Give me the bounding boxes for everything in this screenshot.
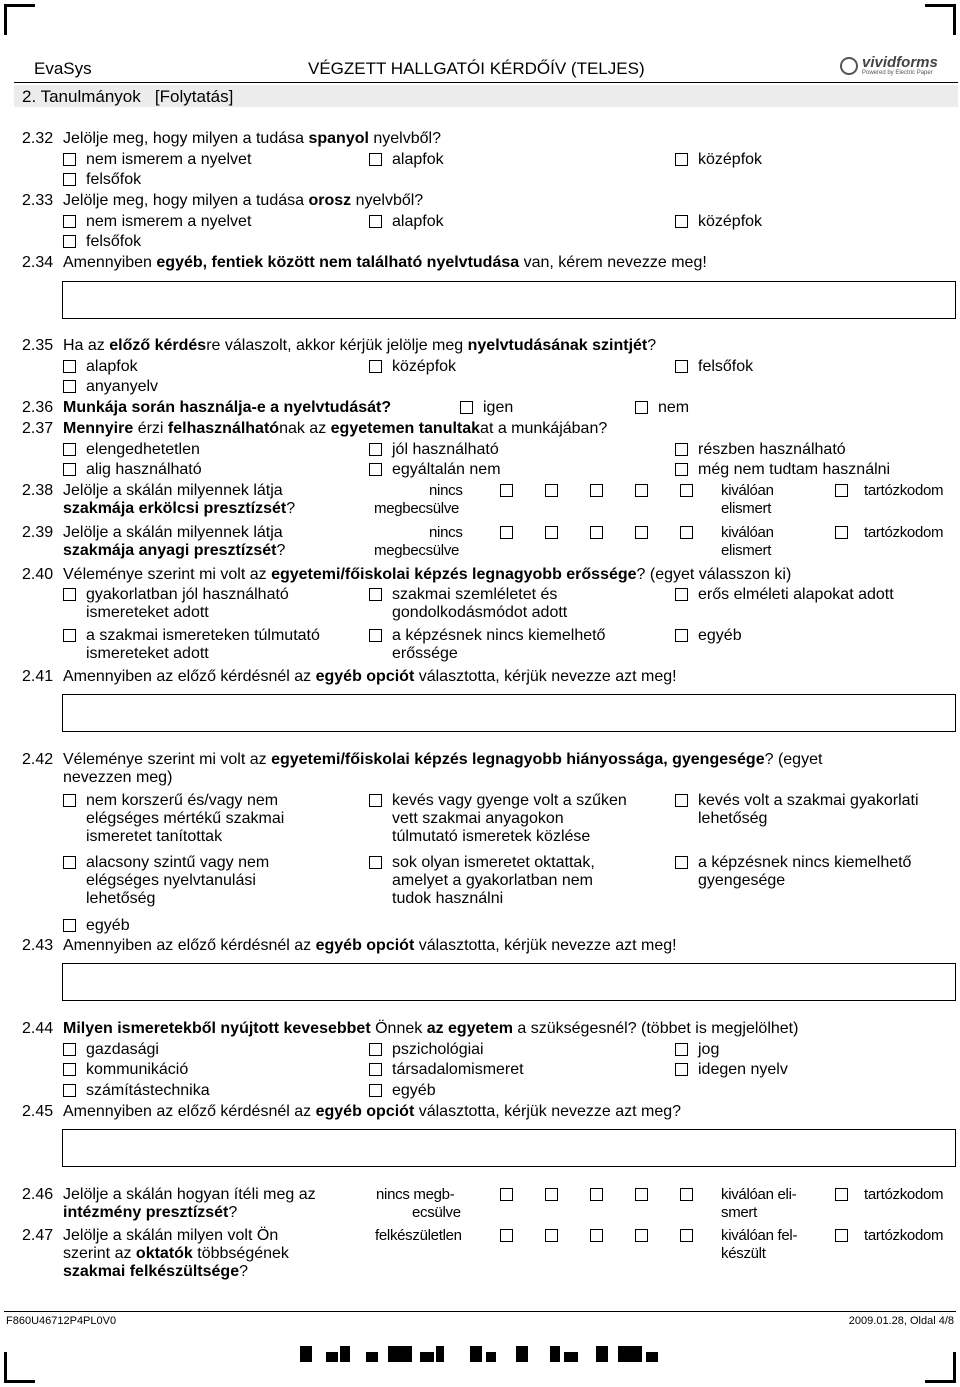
q232-number: 2.32: [22, 130, 54, 147]
corner-mark-top-left: [4, 4, 35, 35]
q245-text-bold: egyéb opciót: [315, 1103, 415, 1120]
q238-line-2: [63, 500, 295, 518]
q237-checkbox-6[interactable]: [675, 463, 688, 476]
q245-text-b: választotta, kérjük nevezze azt meg?: [414, 1103, 682, 1120]
q235-question: [63, 337, 656, 355]
q232-text-a: Jelölje meg, hogy milyen a tudása: [63, 130, 309, 147]
q239-right-label-1: kiválóan: [721, 524, 774, 541]
q242-checkbox-2[interactable]: [369, 794, 382, 807]
q233-question: [63, 192, 423, 210]
q244-text-a: Önnek: [370, 1020, 427, 1037]
q242-checkbox-5[interactable]: [369, 856, 382, 869]
q242-option-5a: sok olyan ismeretet oktattak,: [392, 854, 595, 871]
q241-number: 2.41: [22, 668, 54, 685]
q232-option-2: alapfok: [392, 151, 444, 168]
q244-checkbox-6[interactable]: [675, 1063, 688, 1076]
q238-line-1: Jelölje a skálán milyennek látja: [63, 482, 283, 499]
barcode-bar: [516, 1346, 528, 1362]
q242-option-3a: kevés volt a szakmai gyakorlati: [698, 792, 919, 809]
corner-mark-top-right: [925, 4, 956, 35]
q234-text-bold: egyéb, fentiek között nem található nyelvtudása: [156, 254, 520, 271]
q244-text-bold-b: az egyetem: [426, 1020, 513, 1037]
q235-text-c: ?: [647, 337, 657, 354]
q247-text-b: többségének: [192, 1245, 289, 1262]
q244-checkbox-8[interactable]: [369, 1084, 382, 1097]
barcode-bar: [618, 1346, 642, 1362]
q232-option-3: középfok: [698, 151, 763, 168]
q247-abstain-checkbox[interactable]: [835, 1229, 848, 1242]
q242-option-4b: elégséges nyelvtanulási: [86, 872, 256, 889]
q244-checkbox-7[interactable]: [63, 1084, 76, 1097]
q235-text-b: re válaszolt, akkor kérjük jelölje meg: [206, 337, 468, 354]
logo-text: vividforms: [862, 54, 938, 71]
q239-line-2: [63, 542, 285, 560]
q240-checkbox-1[interactable]: [63, 588, 76, 601]
q243-text-input[interactable]: [62, 963, 956, 1001]
q240-option-5b: erőssége: [392, 645, 458, 662]
q232-checkbox-3[interactable]: [675, 153, 688, 166]
q240-checkbox-5[interactable]: [369, 629, 382, 642]
q244-option-6: idegen nyelv: [698, 1061, 788, 1078]
barcode-bar: [366, 1352, 378, 1362]
q244-text-bold-a: Milyen ismeretekből nyújtott kevesebbet: [63, 1020, 371, 1037]
q233-checkbox-2[interactable]: [369, 215, 382, 228]
q237-text-bold-a: Mennyire: [63, 420, 134, 437]
q246-left-label-1: nincs megb-: [376, 1186, 455, 1203]
q243-text-b: választotta, kérjük nevezze azt meg!: [414, 937, 677, 954]
q234-question: [63, 254, 707, 272]
q233-number: 2.33: [22, 192, 54, 209]
q244-number: 2.44: [22, 1020, 54, 1037]
q236-text: Munkája során használja-e a nyelvtudását?: [63, 399, 392, 416]
corner-mark-bottom-right: [925, 1352, 956, 1383]
q239-left-label-1: nincs: [429, 524, 463, 541]
barcode-bar: [564, 1352, 578, 1362]
q242-option-1a: nem korszerű és/vagy nem: [86, 792, 279, 809]
q246-left-label-2: ecsülve: [412, 1204, 461, 1221]
q237-checkbox-2[interactable]: [369, 443, 382, 456]
q247-text-bold-b: szakmai felkészültsége: [63, 1263, 240, 1280]
q247-scale-5[interactable]: [680, 1229, 693, 1242]
q240-text-a: Véleménye szerint mi volt az: [63, 566, 272, 583]
q238-left-label-1: nincs: [429, 482, 463, 499]
q240-text-b: ? (egyet válasszon ki): [636, 566, 792, 583]
q242-option-2c: túlmutató ismeretek közlése: [392, 828, 591, 845]
barcode-bar: [596, 1346, 608, 1362]
q246-line-2: [63, 1204, 237, 1222]
q245-text-a: Amennyiben az előző kérdésnél az: [63, 1103, 316, 1120]
q237-checkbox-1[interactable]: [63, 443, 76, 456]
q240-option-5a: a képzésnek nincs kiemelhető: [392, 627, 606, 644]
q240-option-6a: egyéb: [698, 627, 742, 644]
q247-abstain-label: tartózkodom: [864, 1227, 944, 1244]
q233-text-bold: orosz: [308, 192, 352, 209]
barcode-bar: [340, 1346, 350, 1362]
q246-scale-4[interactable]: [635, 1188, 648, 1201]
q233-option-3: középfok: [698, 213, 763, 230]
q241-question: [63, 668, 677, 686]
q240-checkbox-4[interactable]: [63, 629, 76, 642]
q235-text-a: Ha az: [63, 337, 110, 354]
q236-option-2: nem: [658, 399, 690, 416]
q236-option-1: igen: [483, 399, 514, 416]
q243-text-a: Amennyiben az előző kérdésnél az: [63, 937, 316, 954]
barcode-bar: [388, 1346, 412, 1362]
q235-text-bold-b: nyelvtudásának szintjét: [467, 337, 648, 354]
q244-option-2: pszichológiai: [392, 1041, 484, 1058]
q235-text-bold-a: előző kérdés: [109, 337, 207, 354]
q232-question: [63, 130, 441, 148]
q244-option-4: kommunikáció: [86, 1061, 189, 1078]
q233-option-1: nem ismerem a nyelvet: [86, 213, 252, 230]
q244-question: [63, 1020, 798, 1038]
q245-text-input[interactable]: [62, 1129, 956, 1167]
q239-scale-3[interactable]: [590, 526, 603, 539]
q237-option-5: egyáltalán nem: [392, 461, 501, 478]
q244-option-8: egyéb: [392, 1082, 436, 1099]
q240-option-1a: gyakorlatban jól használható: [86, 586, 289, 603]
q242-text-b: ? (egyet: [764, 751, 823, 768]
corner-mark-bottom-left: [4, 1352, 35, 1383]
q243-number: 2.43: [22, 937, 54, 954]
q239-scale-2[interactable]: [545, 526, 558, 539]
q241-text-a: Amennyiben az előző kérdésnél az: [63, 668, 316, 685]
q240-number: 2.40: [22, 566, 54, 583]
q232-checkbox-4[interactable]: [63, 173, 76, 186]
q240-checkbox-2[interactable]: [369, 588, 382, 601]
q233-checkbox-4[interactable]: [63, 235, 76, 248]
q238-scale-5[interactable]: [680, 484, 693, 497]
q238-left-label-2: megbecsülve: [374, 500, 460, 517]
q247-line-2: [63, 1245, 289, 1263]
q247-text-a: szerint az: [63, 1245, 136, 1262]
q235-option-4: anyanyelv: [86, 378, 159, 395]
q246-scale-2[interactable]: [545, 1188, 558, 1201]
q242-option-4a: alacsony szintű vagy nem: [86, 854, 270, 871]
barcode-bar: [486, 1352, 496, 1362]
q238-abstain-checkbox[interactable]: [835, 484, 848, 497]
q234-text-b: van, kérem nevezze meg!: [519, 254, 707, 271]
q242-text-a: Véleménye szerint mi volt az: [63, 751, 272, 768]
q234-number: 2.34: [22, 254, 54, 271]
q247-number: 2.47: [22, 1227, 54, 1244]
q247-right-label-2: készült: [721, 1245, 766, 1262]
q246-scale-5[interactable]: [680, 1188, 693, 1201]
footer-form-id: F860U46712P4PL0V0: [6, 1315, 117, 1327]
q242-question-line-2: nevezzen meg): [63, 769, 173, 786]
q244-checkbox-5[interactable]: [369, 1063, 382, 1076]
barcode-bar: [326, 1352, 338, 1362]
q244-checkbox-4[interactable]: [63, 1063, 76, 1076]
q236-checkbox-1[interactable]: [460, 401, 473, 414]
q246-text-end: ?: [228, 1204, 238, 1221]
q233-option-4: felsőfok: [86, 233, 142, 250]
q242-option-7a: egyéb: [86, 917, 130, 934]
q238-abstain-label: tartózkodom: [864, 482, 944, 499]
q233-text-a: Jelölje meg, hogy milyen a tudása: [63, 192, 309, 209]
q237-text-c: at a munkájában?: [480, 420, 608, 437]
q240-text-bold: egyetemi/főiskolai képzés legnagyobb erőssége: [271, 566, 637, 583]
q233-checkbox-3[interactable]: [675, 215, 688, 228]
q242-checkbox-6[interactable]: [675, 856, 688, 869]
barcode: [300, 1346, 660, 1362]
q236-checkbox-2[interactable]: [635, 401, 648, 414]
q241-text-b: választotta, kérjük nevezze azt meg!: [414, 668, 677, 685]
q237-text-bold-c: egyetemen tanultak: [330, 420, 481, 437]
q237-checkbox-3[interactable]: [675, 443, 688, 456]
q246-scale-1[interactable]: [500, 1188, 513, 1201]
header-rule: [14, 82, 958, 83]
q239-left-label-2: megbecsülve: [374, 542, 460, 559]
q242-text-bold: egyetemi/főiskolai képzés legnagyobb hiányossága, gyengesége: [271, 751, 765, 768]
q245-number: 2.45: [22, 1103, 54, 1120]
q237-number: 2.37: [22, 420, 54, 437]
q234-text-a: Amennyiben: [63, 254, 157, 271]
q247-scale-2[interactable]: [545, 1229, 558, 1242]
section-title: 2. Tanulmányok [Folytatás]: [22, 87, 234, 106]
form-title: VÉGZETT HALLGATÓI KÉRDŐÍV (TELJES): [308, 59, 645, 78]
q246-line-1: Jelölje a skálán hogyan ítéli meg az: [63, 1186, 316, 1203]
q240-option-2a: szakmai szemléletet és: [392, 586, 558, 603]
q238-right-label-2: elismert: [721, 500, 772, 517]
q240-question: [63, 566, 791, 584]
q238-scale-3[interactable]: [590, 484, 603, 497]
q246-text-bold: intézmény presztízsét: [63, 1204, 229, 1221]
q242-checkbox-7[interactable]: [63, 919, 76, 932]
q242-option-2b: vett szakmai anyagokon: [392, 810, 564, 827]
q232-text-b: nyelvből?: [368, 130, 441, 147]
q242-option-2a: kevés vagy gyenge volt a szűken: [392, 792, 627, 809]
q247-left-label-1: felkészületlen: [375, 1227, 462, 1244]
q232-text-bold: spanyol: [308, 130, 369, 147]
q242-option-5b: amelyet a gyakorlatban nem: [392, 872, 593, 889]
q233-option-2: alapfok: [392, 213, 444, 230]
vividforms-logo: [838, 54, 954, 80]
q239-abstain-checkbox[interactable]: [835, 526, 848, 539]
q239-scale-1[interactable]: [500, 526, 513, 539]
q240-option-3a: erős elméleti alapokat adott: [698, 586, 894, 603]
q237-option-3: részben használható: [698, 441, 846, 458]
q238-scale-1[interactable]: [500, 484, 513, 497]
q244-checkbox-3[interactable]: [675, 1043, 688, 1056]
q247-scale-4[interactable]: [635, 1229, 648, 1242]
q246-abstain-checkbox[interactable]: [835, 1188, 848, 1201]
q236-question: [63, 399, 391, 417]
footer-page-info: 2009.01.28, Oldal 4/8: [848, 1315, 954, 1327]
q238-number: 2.38: [22, 482, 54, 499]
q232-checkbox-2[interactable]: [369, 153, 382, 166]
barcode-bar: [436, 1346, 444, 1362]
q239-text-bold: szakmája anyagi presztízsét: [63, 542, 277, 559]
q242-option-6b: gyengesége: [698, 872, 786, 889]
q247-text-bold-a: oktatók: [135, 1245, 193, 1262]
q242-option-5c: tudok használni: [392, 890, 504, 907]
q247-scale-1[interactable]: [500, 1229, 513, 1242]
q247-text-end: ?: [239, 1263, 248, 1280]
q232-checkbox-1[interactable]: [63, 153, 76, 166]
q241-text-input[interactable]: [62, 694, 956, 732]
logo-mark-icon: [840, 57, 858, 75]
q237-checkbox-5[interactable]: [369, 463, 382, 476]
q237-option-2: jól használható: [392, 441, 499, 458]
barcode-bar: [470, 1346, 482, 1362]
q239-abstain-label: tartózkodom: [864, 524, 944, 541]
q234-text-input[interactable]: [62, 281, 956, 319]
q233-text-b: nyelvből?: [351, 192, 424, 209]
q239-text-end: ?: [276, 542, 286, 559]
q237-checkbox-4[interactable]: [63, 463, 76, 476]
q235-checkbox-2[interactable]: [369, 360, 382, 373]
q237-option-6: még nem tudtam használni: [698, 461, 891, 478]
q247-scale-3[interactable]: [590, 1229, 603, 1242]
q241-text-bold: egyéb opciót: [315, 668, 415, 685]
q237-option-1: elengedhetetlen: [86, 441, 200, 458]
q242-question: [63, 751, 822, 769]
q240-option-4a: a szakmai ismereteken túlmutató: [86, 627, 320, 644]
q247-line-3: [63, 1263, 248, 1281]
q244-checkbox-2[interactable]: [369, 1043, 382, 1056]
q240-option-2b: gondolkodásmódot adott: [392, 604, 568, 621]
q235-option-3: felsőfok: [698, 358, 754, 375]
q237-text-a: érzi: [133, 420, 168, 437]
q244-option-3: jog: [698, 1041, 720, 1058]
q242-option-1b: elégséges mértékű szakmai: [86, 810, 285, 827]
app-name: EvaSys: [34, 59, 92, 78]
q235-option-1: alapfok: [86, 358, 138, 375]
q242-checkbox-3[interactable]: [675, 794, 688, 807]
q242-option-4c: lehetőség: [86, 890, 156, 907]
q238-text-end: ?: [286, 500, 296, 517]
q242-checkbox-4[interactable]: [63, 856, 76, 869]
footer-rule: [4, 1311, 956, 1312]
q239-scale-5[interactable]: [680, 526, 693, 539]
q244-option-5: társadalomismeret: [392, 1061, 524, 1078]
q247-right-label-1: kiválóan fel-: [721, 1227, 798, 1244]
q238-right-label-1: kiválóan: [721, 482, 774, 499]
q244-checkbox-1[interactable]: [63, 1043, 76, 1056]
q237-text-bold-b: felhasználható: [167, 420, 280, 437]
q235-checkbox-1[interactable]: [63, 360, 76, 373]
q242-option-3b: lehetőség: [698, 810, 768, 827]
q238-scale-2[interactable]: [545, 484, 558, 497]
barcode-bar: [420, 1352, 434, 1362]
barcode-bar: [646, 1352, 658, 1362]
q235-checkbox-3[interactable]: [675, 360, 688, 373]
q243-text-bold: egyéb opciót: [315, 937, 415, 954]
q243-question: [63, 937, 677, 955]
q240-option-4b: ismereteket adott: [86, 645, 209, 662]
barcode-bar: [300, 1346, 312, 1362]
q237-option-4: alig használható: [86, 461, 202, 478]
q238-scale-4[interactable]: [635, 484, 648, 497]
q235-number: 2.35: [22, 337, 54, 354]
q240-checkbox-3[interactable]: [675, 588, 688, 601]
q237-text-b: nak az: [279, 420, 331, 437]
q239-number: 2.39: [22, 524, 54, 541]
q242-option-1c: ismeretet tanítottak: [86, 828, 223, 845]
q239-right-label-2: elismert: [721, 542, 772, 559]
q240-checkbox-6[interactable]: [675, 629, 688, 642]
q244-option-1: gazdasági: [86, 1041, 159, 1058]
logo-subtext: Powered by Electric Paper: [862, 70, 933, 76]
q246-number: 2.46: [22, 1186, 54, 1203]
q246-right-label-2: smert: [721, 1204, 758, 1221]
q246-abstain-label: tartózkodom: [864, 1186, 944, 1203]
q233-checkbox-1[interactable]: [63, 215, 76, 228]
q244-option-7: számítástechnika: [86, 1082, 210, 1099]
q239-scale-4[interactable]: [635, 526, 648, 539]
q242-number: 2.42: [22, 751, 54, 768]
q246-right-label-1: kiválóan eli-: [721, 1186, 797, 1203]
q242-option-6a: a képzésnek nincs kiemelhető: [698, 854, 912, 871]
q240-option-1b: ismereteket adott: [86, 604, 209, 621]
q246-scale-3[interactable]: [590, 1188, 603, 1201]
q236-number: 2.36: [22, 399, 54, 416]
q235-option-2: középfok: [392, 358, 457, 375]
q235-checkbox-4[interactable]: [63, 380, 76, 393]
q238-text-bold: szakmája erkölcsi presztízsét: [63, 500, 287, 517]
q242-checkbox-1[interactable]: [63, 794, 76, 807]
q232-option-4: felsőfok: [86, 171, 142, 188]
q237-question: [63, 420, 607, 438]
q244-text-b: a szükségesnél? (többet is megjelölhet): [512, 1020, 799, 1037]
barcode-bar: [550, 1346, 560, 1362]
q239-line-1: Jelölje a skálán milyennek látja: [63, 524, 283, 541]
q232-option-1: nem ismerem a nyelvet: [86, 151, 252, 168]
q245-question: [63, 1103, 681, 1121]
q247-line-1: Jelölje a skálán milyen volt Ön: [63, 1227, 279, 1244]
